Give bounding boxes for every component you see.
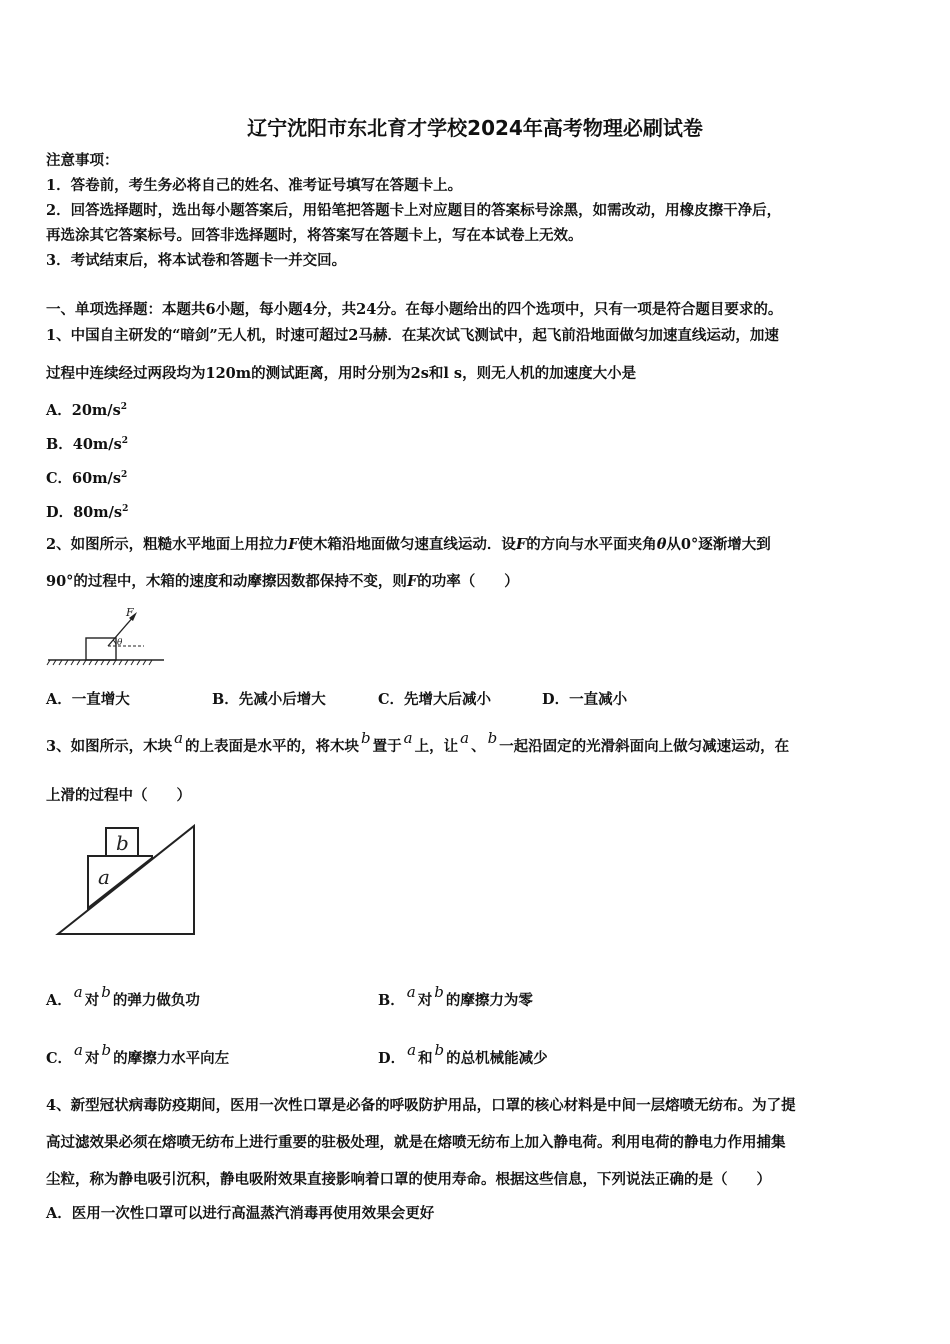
q1-option-c: C．$60m/s^2$	[46, 469, 128, 487]
notice-heading: 注意事项：	[46, 152, 119, 169]
q1-option-a: A．$20m/s^2$	[46, 401, 127, 419]
q3-option-b: B． a 对 b 的摩擦力为零	[378, 983, 533, 1009]
q1-line-1: 1、中国自主研发的“暗剑”无人机，时速可超过2马赫．在某次试飞测试中，起飞前沿地面做匀加速直线运动，加速	[46, 327, 779, 344]
q2-line-2: 90°的过程中，木箱的速度和动摩擦因数都保持不变，则F的功率（ ）	[46, 573, 519, 590]
q3-figure	[52, 820, 202, 940]
q4-line-2: 高过滤效果必须在熔喷无纺布上进行重要的驻极处理，就是在熔喷无纺布上加入静电荷。利用电荷的静电力作用捕集	[46, 1134, 786, 1151]
q1-line-2: 过程中连续经过两段均为120m的测试距离，用时分别为2s和l s，则无人机的加速度大小是	[46, 365, 637, 382]
q3-line-1: 3、如图所示，木块 a 的上表面是水平的，将木块 b 置于 a 上，让 a 、 b 一起沿固定的光滑斜面向上做匀减速运动，在	[46, 729, 790, 755]
q3-option-c: C． a 对 b 的摩擦力水平向左	[46, 1041, 230, 1067]
q1-option-d: D．$80m/s^2$	[46, 503, 129, 521]
notice-item-3: 3．考试结束后，将本试卷和答题卡一并交回。	[46, 252, 347, 269]
page-title: 辽宁沈阳市东北育才学校2024年高考物理必刷试卷	[247, 116, 703, 140]
q2-option-b: B．先减小后增大	[212, 691, 326, 708]
q3-line-2: 上滑的过程中（ ）	[46, 787, 191, 804]
q3-option-d: D． a 和 b 的总机械能减少	[378, 1041, 548, 1067]
q2-figure	[46, 600, 166, 672]
q4-line-3: 尘粒，称为静电吸引沉积，静电吸附效果直接影响着口罩的使用寿命。根据这些信息，下列说法正确的是（ ）	[46, 1171, 771, 1188]
svg-text:a: a	[98, 865, 110, 889]
q4-line-1: 4、新型冠状病毒防疫期间，医用一次性口罩是必备的呼吸防护用品，口罩的核心材料是中间一层熔喷无纺布。为了提	[46, 1097, 796, 1114]
q2-option-d: D．一直减小	[542, 691, 628, 708]
svg-text:θ: θ	[117, 638, 123, 648]
notice-item-1: 1．答卷前，考生务必将自己的姓名、准考证号填写在答题卡上。	[46, 177, 463, 194]
q4-option-a: A．医用一次性口罩可以进行高温蒸汽消毒再使用效果会更好	[46, 1205, 435, 1222]
q1-option-b: B．$40m/s^2$	[46, 435, 129, 453]
svg-text:b: b	[116, 831, 129, 855]
notice-item-2-cont: 再选涂其它答案标号。回答非选择题时，将答案写在答题卡上，写在本试卷上无效。	[46, 227, 583, 244]
q2-option-a: A．一直增大	[46, 691, 130, 708]
svg-text:F: F	[126, 606, 134, 619]
q2-option-c: C．先增大后减小	[378, 691, 492, 708]
section-heading: 一、单项选择题：本题共6小题，每小题4分，共24分。在每小题给出的四个选项中，只有一项是符合题目要求的。	[46, 301, 783, 318]
q2-line-1: 2、如图所示，粗糙水平地面上用拉力F使木箱沿地面做匀速直线运动．设F的方向与水平面夹角θ从0°逐渐增大到	[46, 536, 771, 553]
notice-item-2: 2．回答选择题时，选出每小题答案后，用铅笔把答题卡上对应题目的答案标号涂黑，如需改动，用橡皮擦干净后，	[46, 202, 782, 219]
q3-option-a: A． a 对 b 的弹力做负功	[46, 983, 200, 1009]
